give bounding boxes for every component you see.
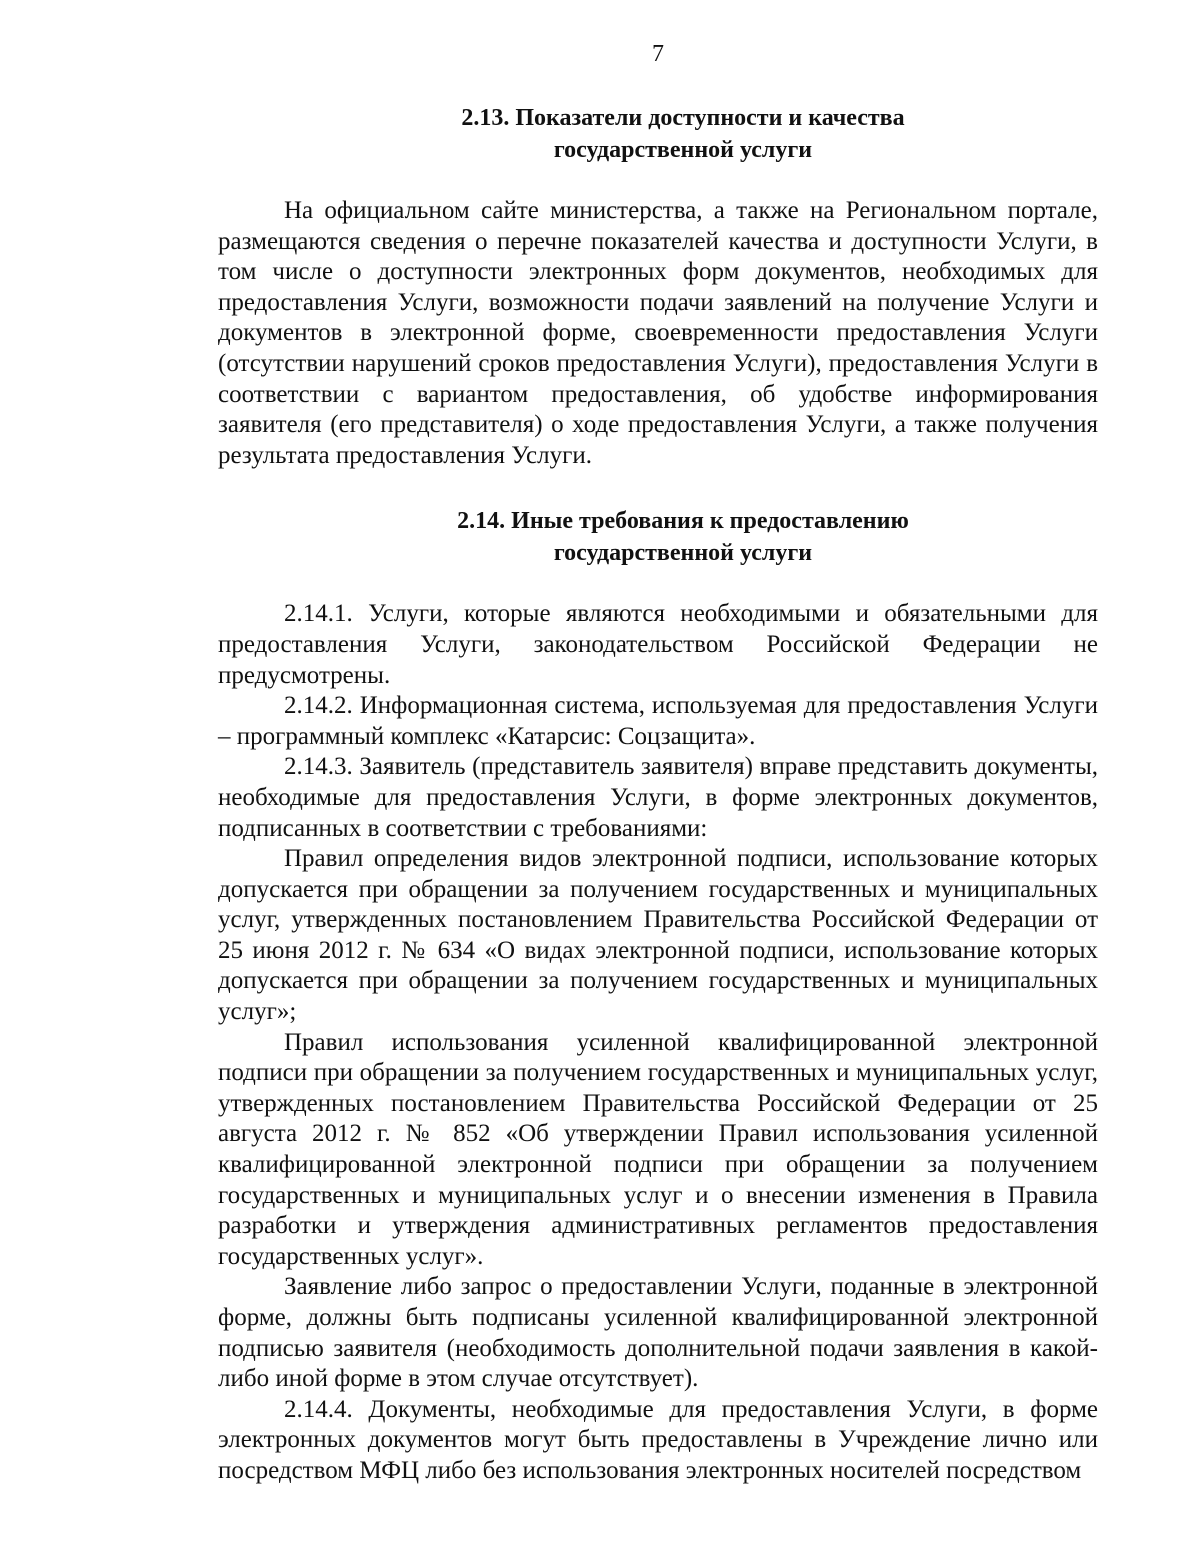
paragraph-2-14-3: 2.14.3. Заявитель (представитель заявителя) вправе представить документы, необходимые для предоставления Услуги, в форме электронных документов, подписанных в соответствии с требованиями: [218,753,1098,842]
section-2-14-title-line-2: государственной услуги [553,540,813,567]
section-2-13-heading [218,102,1098,166]
section-2-13-title-line-1: 2.13. Показатели доступности и качества [461,105,905,131]
paragraph-2-14-1: 2.14.1. Услуги, которые являются необходимыми и обязательными для предоставления Услуги, законодательством Российской Федерации не предусмотрены. [218,600,1098,689]
paragraph-2-14-2: 2.14.2. Информационная система, используемая для предоставления Услуги – программный комплекс «Катарсис: Соцзащита». [218,692,1098,750]
section-2-13-title-line-2: государственной услуги [553,137,813,163]
section-2-14-title-line-1: 2.14. Иные требования к предоставлению [457,508,909,535]
paragraph-rules-852: Правил использования усиленной квалифицированной электронной подписи при обращении за получением государственных и муниципальных услуг, утвержденных постановлением Правительства Российской Федерации от 25 августа 2012 г. № 852 «Об утверждении Правил использования усиленной квалифицированной электронной подписи при обращении за получением государственных и муниципальных услуг и о внесении изменения в Правила разработки и утверждения административных регламентов предоставления государственных услуг». [218,1028,1098,1270]
paragraph-2-14-4: 2.14.4. Документы, необходимые для предоставления Услуги, в форме электронных документов могут быть предоставлены в Учреждение лично или посредством МФЦ либо без использования электронных носителей посредством [218,1395,1098,1484]
section-2-13-paragraph: На официальном сайте министерства, а также на Региональном портале, размещаются сведения о перечне показателей качества и доступности Услуги, в том числе о доступности электронных форм документов, необходимых для предоставления Услуги, возможности подачи заявлений на получение Услуги и документов в электронной форме, своевременности предоставления Услуги (отсутствии нарушений сроков предоставления Услуги), предоставления Услуги в соответствии с вариантом предоставления, об удобстве информирования заявителя (его представителя) о ходе предоставления Услуги, а также получения результата предоставления Услуги. [218,197,1098,469]
paragraph-electronic-application: Заявление либо запрос о предоставлении Услуги, поданные в электронной форме, должны быть подписаны усиленной квалифицированной электронной подписью заявителя (необходимость дополнительной подачи заявления в какой-либо иной форме в этом случае отсутствует). [218,1273,1098,1393]
page-number: 7 [652,41,664,67]
paragraph-rules-634: Правил определения видов электронной подписи, использование которых допускается при обращении за получением государственных и муниципальных услуг, утвержденных постановлением Правительства Российской Федерации от 25 июня 2012 г. № 634 «О видах электронной подписи, использование которых допускается при обращении за получением государственных и муниципальных услуг»; [218,845,1098,1026]
document-body [218,102,1098,1487]
section-2-14-heading [218,505,1098,569]
